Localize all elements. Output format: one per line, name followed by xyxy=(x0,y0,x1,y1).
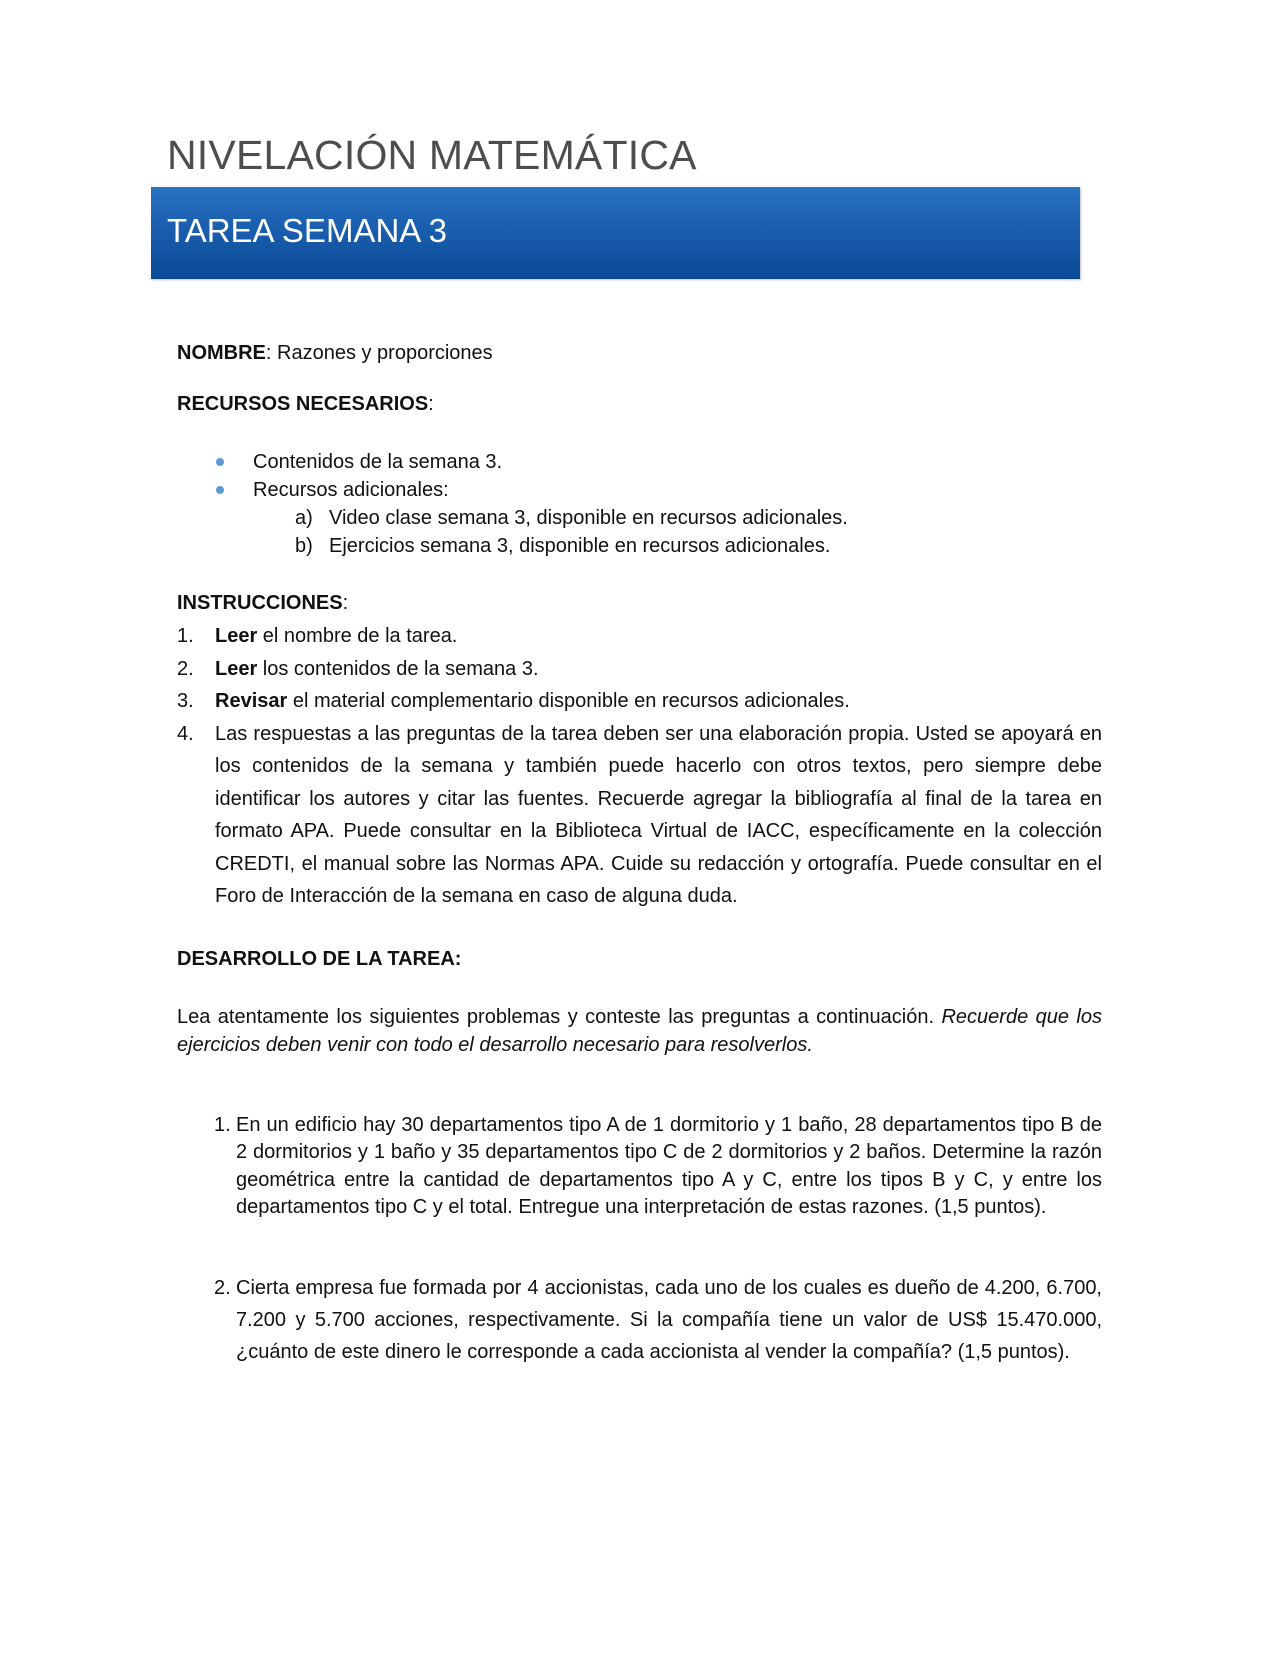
resource-item-additional: Recursos adicionales: xyxy=(253,479,449,501)
course-title: NIVELACIÓN MATEMÁTICA xyxy=(167,132,697,178)
problem-text: En un edificio hay 30 departamentos tipo A de 1 dormitorio y 1 baño, 28 departamentos tipo B de 2 dormitorios y 1 baño y 35 departamentos tipo C de 2 dormitorios y 2 baños. Determine la razón geométrica entre la cantidad de departamentos tipo A y C, entre los tipos B y C, y entre los departamentos tipo C y el total. Entregue una interpretación de estas razones. (1,5 puntos). xyxy=(236,1113,1102,1218)
resources-suffix: : xyxy=(428,393,434,415)
list-item xyxy=(177,620,1102,653)
problem-number: 1. xyxy=(214,1113,231,1136)
document-body xyxy=(177,340,1102,1368)
intro-italic-note: Recuerde que los ejercicios deben venir con todo el desarrollo necesario para resolverlos. xyxy=(177,1005,1102,1056)
problem-text: Cierta empresa fue formada por 4 accionistas, cada uno de los cuales es dueño de 4.200, 6.700, 7.200 y 5.700 acciones, respectivamente. Si la compañía tiene un valor de US$ 15.470.000, ¿cuánto de este dinero le corresponde a cada accionista al vender la compañía? (1,5 puntos). xyxy=(236,1276,1102,1363)
instructions-label: INSTRUCCIONES xyxy=(177,592,343,614)
list-item xyxy=(253,476,1102,560)
list-item xyxy=(177,718,1102,913)
instruction-number: 1. xyxy=(177,625,194,647)
list-item xyxy=(177,653,1102,686)
instruction-text: el material complementario disponible en recursos adicionales. xyxy=(287,690,850,712)
instruction-text: el nombre de la tarea. xyxy=(257,625,458,647)
banner-title: TAREA SEMANA 3 xyxy=(167,212,447,249)
list-item xyxy=(177,685,1102,718)
sublist-marker: b) xyxy=(295,535,313,557)
problem-1 xyxy=(214,1112,1102,1222)
name-line xyxy=(177,340,1102,367)
resources-list xyxy=(177,448,1102,560)
name-value: : Razones y proporciones xyxy=(265,342,493,364)
resources-heading xyxy=(177,391,1102,418)
sublist-marker: a) xyxy=(295,507,313,529)
development-heading: DESARROLLO DE LA TAREA: xyxy=(177,947,462,970)
instruction-number: 4. xyxy=(177,722,194,745)
instruction-number: 3. xyxy=(177,690,194,712)
additional-resources-sublist xyxy=(253,504,1102,560)
development-intro xyxy=(177,1003,1102,1059)
problem-2 xyxy=(214,1272,1102,1368)
problem-number: 2. xyxy=(214,1276,231,1299)
instruction-verb: Leer xyxy=(215,625,258,647)
week-banner xyxy=(151,187,1080,279)
instruction-text: Las respuestas a las preguntas de la tarea deben ser una elaboración propia. Usted se apoyará en los contenidos de la semana y también puede hacerlo con otros textos, pero siempre debe identificar los autores y citar las fuentes. Recuerde agregar la bibliografía al final de la tarea en formato APA. Puede consultar en la Biblioteca Virtual de IACC, específicamente en la colección CREDTI, el manual sobre las Normas APA. Cuide su redacción y ortografía. Puede consultar en el Foro de Interacción de la semana en caso de alguna duda. xyxy=(215,722,1102,907)
name-label: NOMBRE xyxy=(177,342,266,364)
instructions-heading xyxy=(177,590,1102,617)
instructions-suffix: : xyxy=(342,592,349,614)
list-item xyxy=(253,448,1102,476)
sublist-text: Ejercicios semana 3, disponible en recursos adicionales. xyxy=(329,535,831,557)
instructions-list xyxy=(177,620,1102,913)
sublist-text: Video clase semana 3, disponible en recursos adicionales. xyxy=(329,507,848,529)
resources-label: RECURSOS NECESARIOS xyxy=(177,393,429,415)
instruction-text: los contenidos de la semana 3. xyxy=(257,657,539,680)
instruction-verb: Revisar xyxy=(215,690,288,712)
instruction-number: 2. xyxy=(177,657,194,680)
instruction-verb: Leer xyxy=(215,657,258,680)
resource-item-contents: Contenidos de la semana 3. xyxy=(253,451,503,473)
list-item xyxy=(295,504,1102,532)
problems-list xyxy=(177,1112,1102,1368)
intro-text: Lea atentamente los siguientes problemas y conteste las preguntas a continuación. xyxy=(177,1005,935,1028)
list-item xyxy=(295,532,1102,560)
